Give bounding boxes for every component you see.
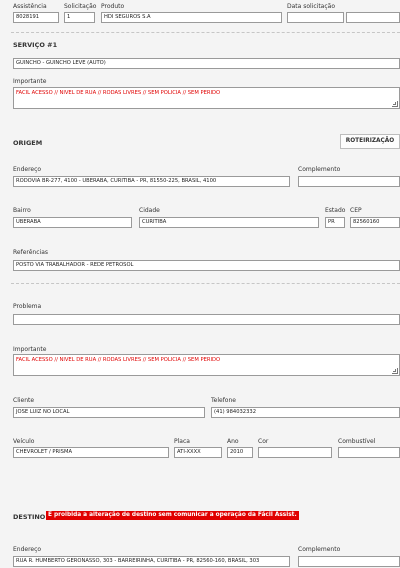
placa-label: Placa [174,438,190,445]
resize-handle-icon[interactable] [392,368,398,374]
divider [11,32,400,33]
veiculo-label: Veículo [13,438,35,445]
bairro-field[interactable]: UBERABA [13,217,132,228]
data-solicitacao-label: Data solicitação [287,3,336,10]
destino-complemento-field[interactable] [298,556,400,567]
origem-complemento-field[interactable] [298,176,400,187]
assistencia-label: Assistência [13,3,47,10]
cidade-label: Cidade [139,207,160,214]
cliente-field[interactable]: JOSE LUIZ NO LOCAL [13,407,205,418]
ano-field[interactable]: 2010 [227,447,253,458]
problema-field[interactable] [13,314,400,325]
divider [11,283,400,284]
origem-importante-label: Importante [13,346,47,353]
roteirizacao-button[interactable]: ROTEIRIZAÇÃO [340,134,400,149]
cep-field[interactable]: 82560160 [350,217,400,228]
resize-handle-icon[interactable] [392,101,398,107]
referencias-field[interactable]: POSTO VIA TRABALHADOR - REDE PETROSOL [13,260,400,271]
produto-field[interactable]: HDI SEGUROS S.A [101,12,282,23]
estado-field[interactable]: PR [325,217,345,228]
bairro-label: Bairro [13,207,31,214]
origem-endereco-label: Endereço [13,166,42,173]
destino-warning-badge: É proibida a alteração de destino sem comunicar a operação da Fácil Assist. [48,512,297,518]
destino-endereco-field[interactable]: RUA R. HUMBERTO GERONASSO, 303 - BARREIRINHA, CURITIBA - PR, 82560-160, BRASIL, 303 [13,556,290,567]
solicitacao-label: Solicitação [64,3,97,10]
combustivel-field[interactable] [338,447,400,458]
servico-title: SERVIÇO #1 [13,41,58,49]
veiculo-field[interactable]: CHEVROLET / PRISMA [13,447,169,458]
hora-solicitacao-field[interactable] [346,12,400,23]
assistencia-field[interactable]: 8028191 [13,12,59,23]
servico-importante-field[interactable] [13,87,400,109]
solicitacao-field[interactable]: 1 [64,12,95,23]
origem-endereco-field[interactable]: RODOVIA BR-277, 4100 - UBERABA, CURITIBA - PR, 81550-225, BRASIL, 4100 [13,176,290,187]
cor-field[interactable] [258,447,332,458]
servico-importante-text: FACIL ACESSO // NIVEL DE RUA // RODAS LIVRES // SEM POLICIA // SEM PERIDO [16,90,221,96]
cor-label: Cor [258,438,269,445]
origem-importante-field[interactable] [13,354,400,376]
servico-importante-label: Importante [13,78,47,85]
placa-field[interactable]: ATI-XXXX [174,447,222,458]
origem-importante-text: FACIL ACESSO // NIVEL DE RUA // RODAS LIVRES // SEM POLICIA // SEM PERIDO [16,357,221,363]
cliente-label: Cliente [13,397,35,404]
destino-title: DESTINO [13,513,46,521]
telefone-label: Telefone [211,397,236,404]
destino-endereco-label: Endereço [13,546,42,553]
cidade-field[interactable]: CURITIBA [139,217,319,228]
referencias-label: Referências [13,249,48,256]
destino-complemento-label: Complemento [298,546,341,553]
data-solicitacao-field[interactable] [287,12,344,23]
servico-tipo-field[interactable]: GUINCHO - GUINCHO LEVE (AUTO) [13,58,400,69]
cep-label: CEP [350,207,362,214]
ano-label: Ano [227,438,239,445]
origem-title: ORIGEM [13,139,43,147]
origem-complemento-label: Complemento [298,166,341,173]
produto-label: Produto [101,3,125,10]
telefone-field[interactable]: (41) 984032332 [211,407,400,418]
problema-label: Problema [13,303,42,310]
combustivel-label: Combustível [338,438,376,445]
estado-label: Estado [325,207,346,214]
